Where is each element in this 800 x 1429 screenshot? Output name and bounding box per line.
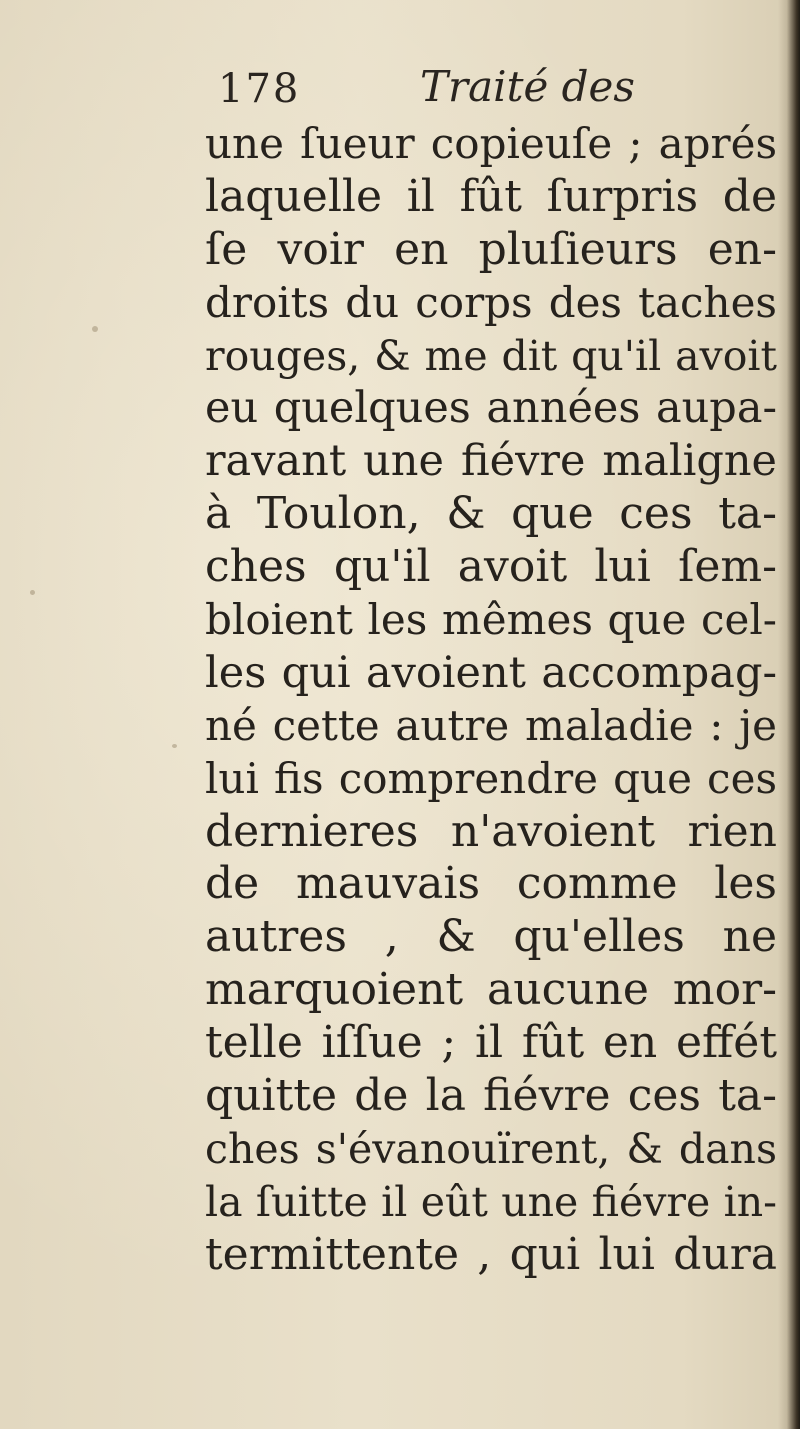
body-text xyxy=(205,118,777,1282)
text-line: la ſuitte il eût une fiévre in- xyxy=(205,1177,777,1226)
running-title: Traité des xyxy=(420,62,635,111)
paper-spot xyxy=(172,744,177,748)
text-line: ravant une fiévre maligne xyxy=(205,436,777,487)
page-number: 178 xyxy=(218,66,301,112)
text-line: quitte de la fiévre ces ta- xyxy=(205,1070,777,1122)
text-line: les qui avoient accompag- xyxy=(205,647,777,698)
text-line: dernieres n'avoient rien xyxy=(205,805,777,857)
text-line: marquoient aucune mor- xyxy=(205,964,777,1016)
text-line: rouges, & me dit qu'il avoit xyxy=(205,331,777,380)
text-line: à Toulon, & que ces ta- xyxy=(205,488,777,540)
text-line: né cette autre maladie : je xyxy=(205,700,777,750)
text-line: bloient les mêmes que cel- xyxy=(205,595,777,645)
text-line: droits du corps des taches xyxy=(205,277,777,327)
paper-spot xyxy=(30,590,35,595)
text-line: une ſueur copieuſe ; aprés xyxy=(205,119,777,168)
running-head xyxy=(218,62,778,126)
text-line: telle iſſue ; il fût en effét xyxy=(205,1017,777,1069)
text-line: ches s'évanouïrent, & dans xyxy=(205,1124,777,1173)
text-line: termittente , qui lui dura xyxy=(205,1228,777,1280)
text-line: ſe voir en pluſieurs en- xyxy=(205,223,777,275)
text-line: eu quelques années aupa- xyxy=(205,383,777,434)
text-line: autres , & qu'elles ne xyxy=(205,911,777,963)
paper-spot xyxy=(92,326,98,332)
text-line: lui fis comprendre que ces xyxy=(205,753,777,803)
text-line: de mauvais comme les xyxy=(205,858,777,910)
page-edge-shadow xyxy=(778,0,800,1429)
text-line: ches qu'il avoit lui ſem- xyxy=(205,541,777,593)
text-line: laquelle il fût ſurpris de xyxy=(205,170,777,222)
